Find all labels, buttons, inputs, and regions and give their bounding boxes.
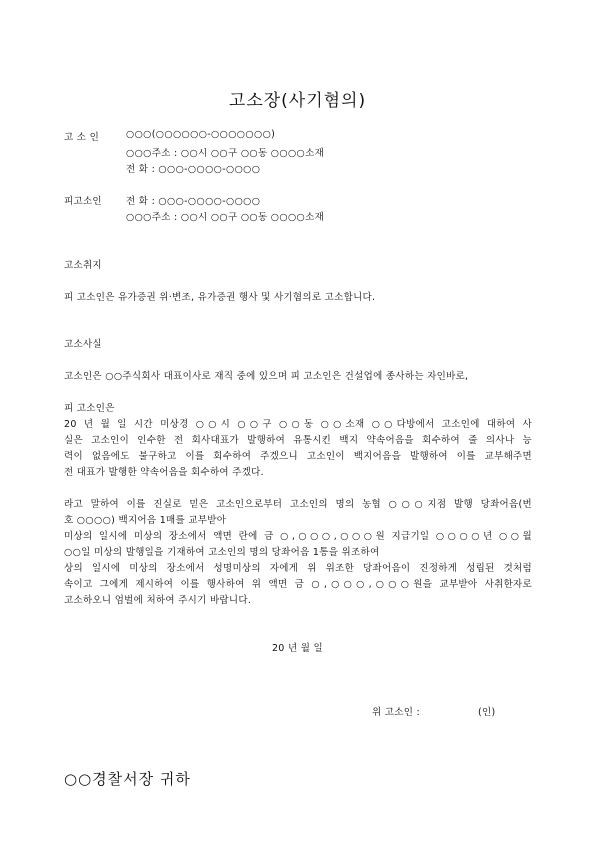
facts-p3-line: ○○일 미상의 발행일을 기재하여 고소인의 명의 당좌어음 1통을 위조하여 <box>64 547 380 558</box>
facts-p2-line: 전 대표가 발행한 약속어음을 회수하여 주겠다. <box>64 467 264 478</box>
recipient-line: ○○경찰서장 귀하 <box>64 770 191 788</box>
facts-p3-line: 라고 말하여 이를 진실로 믿은 고소인으로부터 고소인의 명의 농협 ○○○지점 발행 당좌어음(번 <box>64 499 532 510</box>
facts-paragraph-1: 고소인은 ○○주식회사 대표이사로 재직 중에 있으며 피 고소인은 건설업에 종사하는 자인바로, <box>64 371 469 382</box>
facts-p2-line: 피 고소인은 <box>64 403 115 414</box>
facts-p3-line: 고소하오니 엄벌에 처하여 주시기 바랍니다. <box>64 595 252 606</box>
defendant-phone: 전 화 : ○○○-○○○○-○○○○ <box>126 196 261 207</box>
defendant-address: ○○○주소 : ○○시 ○○구 ○○동 ○○○○소재 <box>126 212 325 223</box>
complainant-name-id: ○○○(○○○○○○-○○○○○○○) <box>126 129 276 140</box>
facts-p2-line: 실은 고소인이 인수한 전 회사대표가 발행하여 유통시킨 백지 약속어음을 회수하여 줄 의사나 능 <box>64 435 532 446</box>
facts-p3-line: 미상의 일시에 미상의 장소에서 액면 란에 금 ○,○○○,○○○원 지급기일 ○○○○년 ○○월 <box>64 531 532 542</box>
purpose-heading: 고소취지 <box>64 260 102 271</box>
document-date: 20 년 월 일 <box>271 643 324 654</box>
complainant-phone: 전 화 : ○○○-○○○○-○○○○ <box>126 164 261 175</box>
facts-p3-line: 상의 일시에 미상의 장소에서 성명미상의 자에게 위 위조한 당좌어음이 진정하게 성립된 것처럼 <box>64 563 532 574</box>
facts-p3-line: 호 ○○○○) 백지어음 1매를 교부받아 <box>64 515 227 526</box>
seal-mark: (인) <box>478 707 496 718</box>
complainant-label: 고 소 인 <box>64 132 100 143</box>
defendant-label: 피고소인 <box>64 196 102 207</box>
facts-p2-line: 20 년 월 일 시간 미상경 ○○시 ○○구 ○○동 ○○소재 ○○다방에서 고소인에 대하여 사 <box>64 419 532 430</box>
facts-heading: 고소사실 <box>64 339 102 350</box>
purpose-text: 피 고소인은 유가증권 위·변조, 유가증권 행사 및 사기혐의로 고소합니다. <box>64 292 376 303</box>
complainant-address: ○○○주소 : ○○시 ○○구 ○○동 ○○○○소재 <box>126 148 325 159</box>
signature-label: 위 고소인 : <box>372 707 421 718</box>
facts-p2-line: 력이 없음에도 불구하고 이를 회수하여 주겠으니 고소인이 백지어음을 발행하여 이를 교부해주면 <box>64 451 532 462</box>
facts-p3-line: 속이고 그에게 제시하여 이를 행사하여 위 액면 금 ○,○○○,○○○원을 교부받아 사취한자로 <box>64 579 532 590</box>
document-title: 고소장(사기혐의) <box>228 91 367 111</box>
